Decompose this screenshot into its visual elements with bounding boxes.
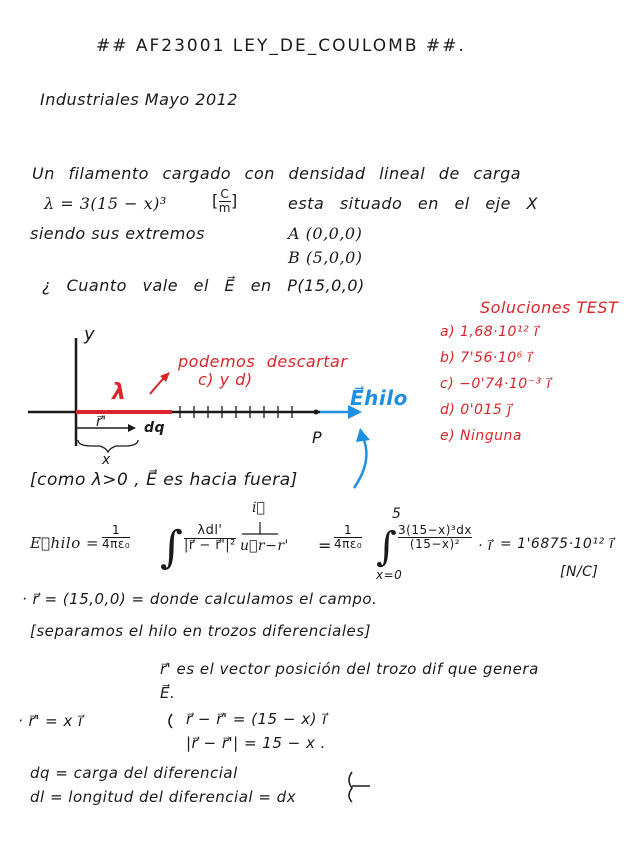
diff-line-1: r⃗ − r⃗' = (15 − x) i⃗: [186, 710, 327, 728]
x-brace: [78, 440, 138, 452]
x-brace-label: x: [102, 452, 111, 468]
k-denominator: 4πε₀: [102, 537, 131, 552]
rprime-label: r⃗': [96, 414, 107, 430]
eq-constant-2: [334, 524, 362, 551]
split-note: [separamos el hilo en trozos diferenciales]: [30, 622, 371, 640]
dq-definition: dq = carga del diferencial: [30, 764, 238, 782]
units-numerator: C: [220, 187, 230, 201]
discard-note-1: podemos descartar: [178, 352, 348, 371]
lambda-label: λ: [112, 380, 127, 405]
integral-sign: ∫: [376, 524, 397, 570]
discard-note-2: c) y d): [198, 370, 253, 389]
eq-constant: [102, 524, 130, 551]
endpoint-b: B (5,0,0): [288, 248, 363, 267]
rprime-definition: · r⃗' = x i⃗: [18, 712, 83, 730]
unit-vec: u⃗r−r': [240, 538, 289, 554]
direction-note: [como λ>0 , E⃗ es hacia fuera]: [30, 470, 298, 490]
problem-line-3: siendo sus extremos: [30, 224, 205, 243]
e-hilo-label: E⃗hilo: [350, 386, 408, 410]
integrand-numerator: λdl': [197, 523, 223, 538]
p-label: P: [312, 428, 323, 447]
eq-integrand-2: [398, 524, 472, 551]
diff-line-2: |r⃗ − r⃗'| = 15 − x .: [186, 734, 326, 752]
units-bracket: [$\frac{C}{m}$ ]: [212, 187, 238, 216]
k-numerator-2: 1: [344, 523, 353, 537]
problem-line-2: esta situado en el eje X: [288, 194, 538, 213]
integrand2-numerator: 3(15−x)³dx: [398, 523, 472, 537]
eq-result: = 1'6875·10¹² i⃗: [500, 536, 614, 552]
solution-option: a) 1,68·10¹² i⃗: [440, 324, 539, 340]
subtitle: Industriales Mayo 2012: [40, 90, 238, 109]
upper-limit: 5: [392, 506, 402, 522]
problem-line-1: Un filamento cargado con densidad lineal de carga: [32, 164, 522, 183]
eq-lhs: E⃗hilo =: [30, 534, 100, 552]
endpoint-a: A (0,0,0): [288, 224, 363, 243]
direction-arrow: [354, 440, 366, 488]
dq-label: dq: [144, 420, 166, 436]
solution-option: b) 7'56·10⁶ i⃗: [440, 350, 533, 366]
integrand2-denominator: (15−x)²: [398, 537, 472, 551]
y-axis-label: y: [84, 324, 96, 345]
integrand-denominator: |r⃗ − r⃗'|²: [184, 538, 236, 554]
solution-option: d) 0'015 j⃗: [440, 402, 512, 418]
question: ¿ Cuanto vale el E⃗ en P(15,0,0): [42, 276, 365, 295]
k-numerator: 1: [112, 523, 121, 537]
unit-vec-over: i⃗: [252, 500, 266, 516]
eq-units: [N/C]: [560, 564, 599, 580]
solutions-heading: Soluciones TEST: [480, 298, 619, 317]
eq-integrand: [184, 524, 236, 554]
integral-sign: ∫: [160, 522, 183, 573]
rprime-desc-2: E⃗.: [160, 684, 176, 702]
point-p: [314, 410, 319, 415]
solution-option: e) Ninguna: [440, 428, 522, 444]
dl-definition: dl = longitud del diferencial = dx: [30, 788, 297, 806]
eq-equals: =: [318, 536, 332, 555]
lambda-expression: λ = 3(15 − x)³: [44, 194, 167, 213]
page-title: ## AF23001 LEY_DE_COULOMB ##.: [96, 36, 466, 56]
rprime-desc-1: r⃗' es el vector posición del trozo dif que genera: [160, 660, 539, 678]
eq-ivec: · i⃗: [478, 538, 493, 554]
r-definition: · r⃗ = (15,0,0) = donde calculamos el campo.: [22, 590, 378, 608]
lower-limit: x=0: [376, 568, 403, 582]
units-denominator: m: [218, 201, 231, 216]
k-denominator-2: 4πε₀: [334, 537, 363, 552]
solution-option: c) −0'74·10⁻³ i⃗: [440, 376, 552, 392]
